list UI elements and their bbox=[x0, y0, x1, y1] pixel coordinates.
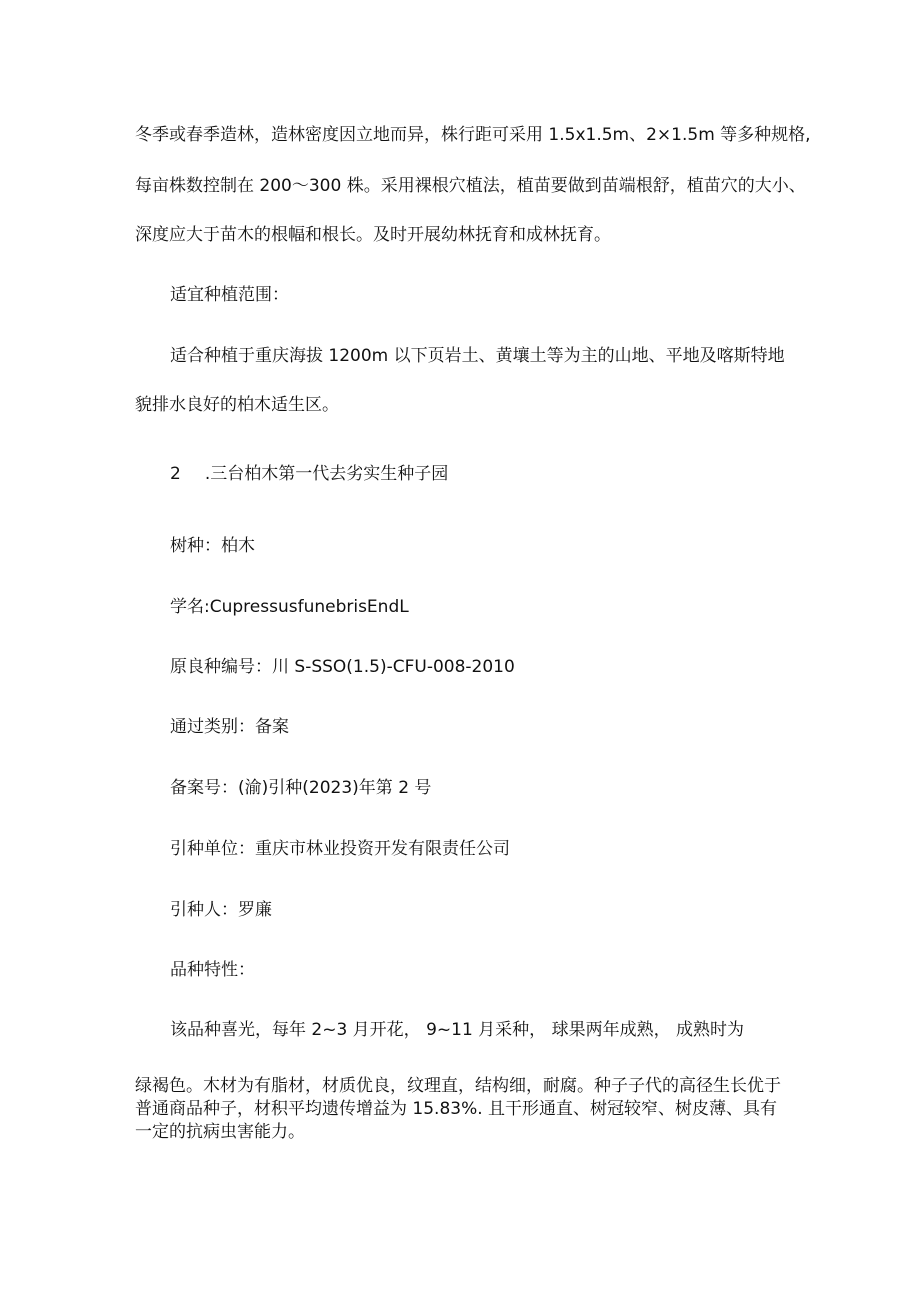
person-field: 引种人：罗廉 bbox=[170, 900, 272, 920]
traits-text-line: 该品种喜光，每年 2~3 月开花， 9~11 月采种， 球果两年成熟， 成熟时为 bbox=[170, 1020, 744, 1040]
species-field: 树种：柏木 bbox=[170, 536, 255, 556]
paragraph-line: 每亩株数控制在 200～300 株。采用裸根穴植法，植苗要做到苗端根舒，植苗穴的大小、 bbox=[135, 176, 806, 196]
record-number-field: 备案号：(渝)引种(2023)年第 2 号 bbox=[170, 778, 432, 798]
range-text-line: 貌排水良好的柏木适生区。 bbox=[135, 395, 339, 415]
pass-type-field: 通过类别：备案 bbox=[170, 717, 289, 737]
unit-field: 引种单位：重庆市林业投资开发有限责任公司 bbox=[170, 839, 510, 859]
section-heading bbox=[170, 463, 448, 485]
range-text-line: 适合种植于重庆海拔 1200m 以下页岩土、黄壤土等为主的山地、平地及喀斯特地 bbox=[170, 346, 785, 366]
range-label: 适宜种植范围： bbox=[170, 285, 289, 305]
traits-text-line: 普通商品种子，材积平均遗传增益为 15.83%. 且干形通直、树冠较窄、树皮薄、具有 bbox=[135, 1099, 778, 1119]
traits-text-line: 一定的抗病虫害能力。 bbox=[135, 1122, 305, 1142]
original-id-field: 原良种编号：川 S-SSO(1.5)-CFU-008-2010 bbox=[170, 657, 515, 677]
traits-label: 品种特性： bbox=[170, 960, 255, 980]
scientific-name-field: 学名:CupressusfunebrisEndL bbox=[170, 597, 409, 617]
paragraph-line: 冬季或春季造林，造林密度因立地而异，株行距可采用 1.5x1.5m、2×1.5m 等多种规格, bbox=[135, 125, 811, 145]
paragraph-line: 深度应大于苗木的根幅和根长。及时开展幼林抚育和成林抚育。 bbox=[135, 225, 611, 245]
section-title: .三台柏木第一代去劣实生种子园 bbox=[204, 464, 449, 484]
section-number: 2 bbox=[170, 464, 181, 484]
traits-text-line: 绿褐色。木材为有脂材，材质优良，纹理直，结构细，耐腐。种子子代的高径生长优于 bbox=[135, 1076, 781, 1096]
